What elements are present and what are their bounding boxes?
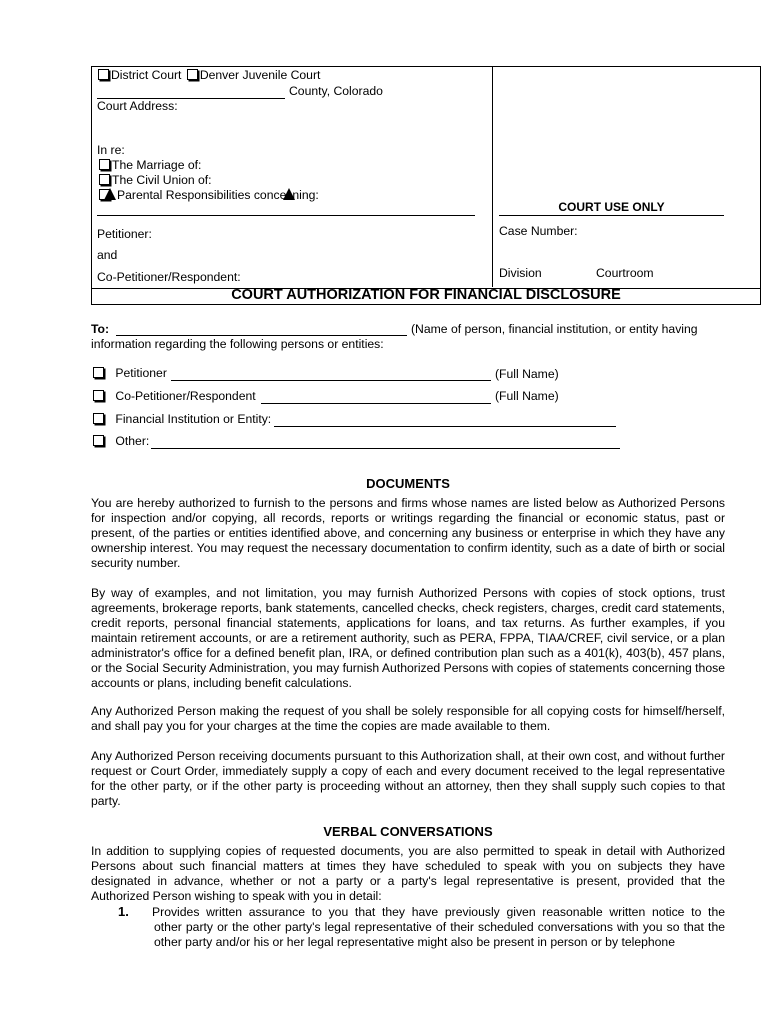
court-use-only-line (499, 215, 724, 216)
to-label: To: (91, 322, 110, 336)
documents-paragraph-3: Any Authorized Person making the request of you shall be solely responsible for all copying costs for himself/herself, and shall pay you for your charges at the time the copies are made available to them. (91, 704, 725, 733)
checkbox-civil-union[interactable] (99, 174, 110, 185)
party-label: Co-Petitioner/Respondent (115, 389, 256, 403)
document-title: COURT AUTHORIZATION FOR FINANCIAL DISCLOSURE (91, 287, 761, 305)
petitioner-label: Petitioner: (97, 227, 152, 241)
item-1-line-1: Provides written assurance to you that they have previously given reasonable written notice to the (152, 905, 725, 919)
civil-union-option (99, 173, 212, 187)
full-name-suffix: (Full Name) (495, 367, 559, 381)
financial-institution-line[interactable] (274, 426, 616, 427)
party-row-co-petitioner (93, 389, 256, 403)
civil-union-label: The Civil Union of: (112, 173, 212, 187)
full-name-suffix: (Full Name) (495, 389, 559, 403)
documents-paragraph-1: You are hereby authorized to furnish to the persons and firms whose names are listed below as Authorized Persons for inspection and/or copying, all records, reports or writings regarding the financial or economic status, past or present, of the parties or entities identified above, and concerning any business or enterprise in which they have any ownership interest. You may request the necessary documentation to confirm identity, such as a date of birth or social security number. (91, 496, 725, 570)
county-label: County, Colorado (289, 84, 383, 98)
checkbox-petitioner[interactable] (93, 367, 104, 378)
party-row-other (93, 434, 149, 448)
checkbox-other[interactable] (93, 435, 104, 446)
verbal-paragraph-1: In addition to supplying copies of requested documents, you are also permitted to speak in detail with Authorized Persons about such financial matters at times they have scheduled to speak with you on subjects they have designated in advance, whether or not a party or a party's legal representative is present, provided that the Authorized Person wishing to speak with you in detail: (91, 844, 725, 903)
party-label: Financial Institution or Entity: (115, 412, 272, 426)
party-label: Petitioner (115, 366, 167, 380)
parental-label-a: Parental Responsibilities conce (117, 188, 287, 202)
party-label: Other: (115, 434, 150, 448)
other-line[interactable] (151, 448, 620, 449)
item-number: 1. (118, 904, 129, 919)
marriage-label: The Marriage of: (112, 158, 202, 172)
co-petitioner-name-line[interactable] (261, 403, 491, 404)
court-use-only-label: COURT USE ONLY (558, 200, 665, 214)
item-1-continuation: other party or the other party's legal representative of their scheduled conversations with you so that the other party and/or his or her legal representative might also be present in person or by telephone (154, 920, 725, 949)
caption-divider (492, 66, 493, 287)
party-row-financial-institution (93, 412, 271, 426)
checkbox-financial-institution[interactable] (93, 413, 104, 424)
parental-label-b: ning: (292, 188, 319, 202)
to-name-line[interactable] (116, 335, 407, 336)
checkbox-denver-juvenile-court[interactable] (187, 69, 198, 80)
to-suffix: (Name of person, financial institution, or entity having (411, 322, 698, 336)
documents-paragraph-2: By way of examples, and not limitation, you may furnish Authorized Persons with copies of stock options, trust agreements, brokerage reports, bank statements, cancelled checks, check registers, charges, credit card statements, credit reports, personal financial statements, applications for loans, and tax returns. As further examples, if you maintain retirement accounts, or are a retirement authority, such as PERA, FPPA, TIAA/CREF, civil service, or a plan administrator's office for a defined benefit plan, IRA, or defined contribution plan such as a 401(k), 403(b), 457 plans, or the Social Security Administration, you may furnish Authorized Persons with copies of statements concerning those accounts or plans, including benefit calculations. (91, 586, 725, 690)
courtroom-label: Courtroom (596, 266, 654, 280)
court-selection (98, 68, 320, 82)
triangle-marker-icon (104, 188, 116, 200)
checkbox-marriage[interactable] (99, 159, 110, 170)
to-line2: information regarding the following persons or entities: (91, 337, 384, 351)
verbal-heading: VERBAL CONVERSATIONS (323, 824, 493, 839)
division-label: Division (499, 266, 542, 280)
case-number-label: Case Number: (499, 224, 578, 238)
co-petitioner-label: Co-Petitioner/Respondent: (97, 270, 241, 284)
court-address-label: Court Address: (97, 99, 178, 113)
documents-paragraph-4: Any Authorized Person receiving documents pursuant to this Authorization shall, at their own cost, and without further request or Court Order, immediately supply a copy of each and every document received to the legal representative for the other party, or if the other party is proceeding without an attorney, then they shall supply such copies to that party. (91, 749, 725, 808)
documents-heading: DOCUMENTS (366, 476, 450, 491)
petitioner-name-line[interactable] (171, 380, 491, 381)
and-label: and (97, 248, 118, 262)
party-names-line[interactable] (97, 215, 475, 216)
party-row-petitioner (93, 366, 167, 380)
parental-option (99, 188, 319, 202)
denver-juvenile-court-label: Denver Juvenile Court (199, 68, 321, 82)
checkbox-district-court[interactable] (98, 69, 109, 80)
marriage-option (99, 158, 201, 172)
in-re-label: In re: (97, 143, 125, 157)
district-court-label: District Court (111, 68, 182, 82)
checkbox-co-petitioner[interactable] (93, 390, 104, 401)
